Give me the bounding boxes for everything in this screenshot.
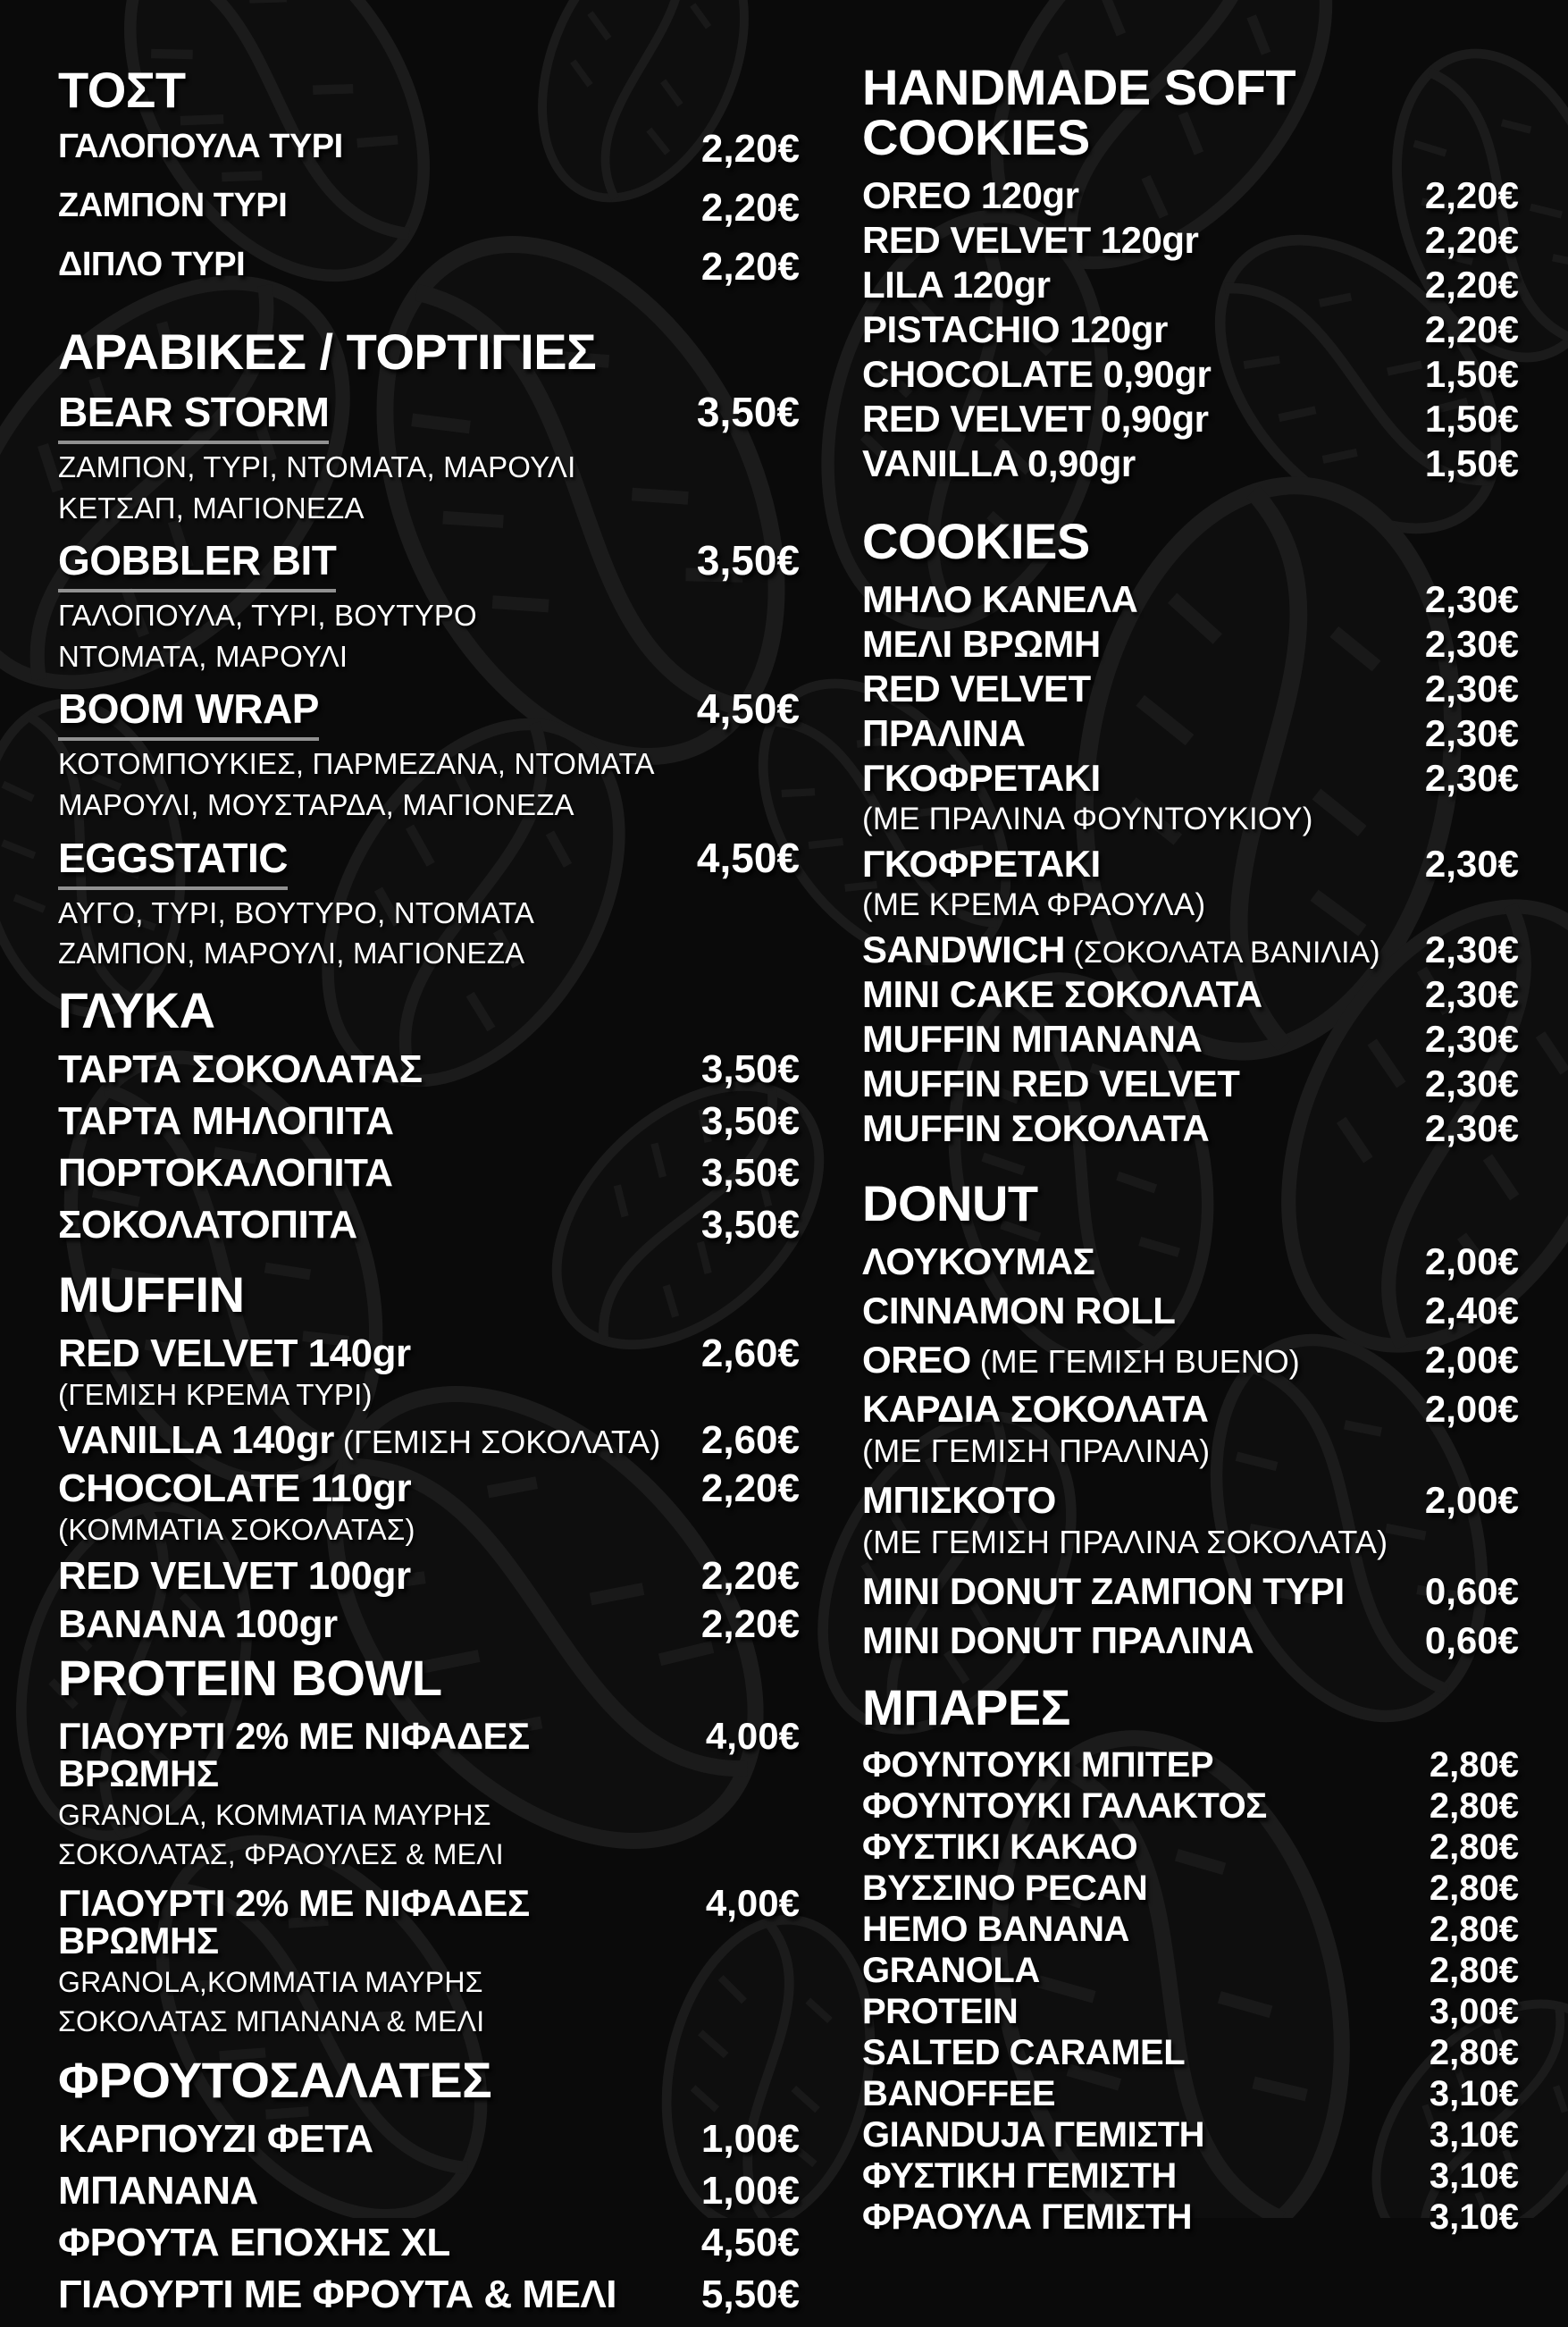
item-name-note: (ΓΕΜΙΣΗ ΣΟΚΟΛΑΤΑ) — [333, 1424, 661, 1461]
menu-section-glyka — [58, 981, 800, 1247]
menu-item — [862, 1786, 1519, 1827]
item-row — [58, 1046, 800, 1091]
item-price: 2,80€ — [1429, 1869, 1519, 1909]
menu-item — [862, 1240, 1519, 1282]
menu-item — [862, 308, 1519, 350]
item-name: RED VELVET 0,90gr — [862, 398, 1209, 440]
menu-item — [58, 1881, 800, 2039]
item-name: ΖΑΜΠΟΝ ΤΥΡΙ — [58, 187, 288, 224]
menu-item — [58, 186, 800, 230]
item-row — [862, 1292, 1519, 1330]
menu-item — [58, 1553, 800, 1598]
item-row — [862, 1479, 1519, 1522]
menu-item — [862, 400, 1519, 438]
item-name: CHOCOLATE 110gr — [58, 1466, 412, 1511]
item-row — [862, 1869, 1519, 1909]
item-row — [58, 2220, 800, 2264]
item-row — [58, 1553, 800, 1598]
item-name: EGGSTATIC — [58, 837, 288, 890]
item-name: ΤΑΡΤΑ ΣΟΚΟΛΑΤΑΣ — [58, 1046, 423, 1091]
item-price: 0,60€ — [1424, 1570, 1519, 1613]
item-row — [58, 245, 800, 289]
item-row — [862, 1390, 1519, 1428]
menu-item — [862, 670, 1519, 708]
item-name-note: (ΣΟΚΟΛΑΤΑ ΒΑΝΙΛΙΑ) — [1064, 936, 1380, 970]
menu-section-froutosalates — [58, 2051, 800, 2316]
menu-item — [58, 1150, 800, 1195]
item-price: 2,00€ — [1424, 1388, 1519, 1430]
item-name: MUFFIN ΜΠΑΝΑΝΑ — [862, 1018, 1203, 1060]
item-price: 3,50€ — [700, 1150, 800, 1195]
item-price: 2,30€ — [1424, 1018, 1519, 1060]
item-price: 1,50€ — [1424, 442, 1519, 484]
item-row — [862, 1992, 1519, 2032]
item-price: 2,30€ — [1424, 928, 1519, 970]
item-row — [862, 757, 1519, 799]
item-row — [58, 2168, 800, 2213]
item-price: 2,20€ — [1424, 174, 1519, 216]
item-description-line: (ΜΕ ΓΕΜΙΣΗ ΠΡΑΛΙΝΑ) — [862, 1432, 1211, 1469]
menu-item — [58, 2116, 800, 2161]
menu-item — [58, 1331, 800, 1413]
item-description-line: (ΓΕΜΙΣΗ ΚΡΕΜΑ ΤΥΡΙ) — [58, 1377, 373, 1411]
item-name: ΠΟΡΤΟΚΑΛΟΠΙΤΑ — [58, 1150, 393, 1195]
menu-section-donut — [862, 1175, 1519, 1662]
menu-item — [862, 845, 1519, 924]
item-name: ΒΥΣΣΙΝΟ PECAN — [862, 1869, 1148, 1909]
item-row — [862, 2197, 1519, 2238]
item-name: ΜΠΑΝΑΝΑ — [58, 2168, 258, 2213]
left-column — [58, 49, 800, 2327]
menu-item — [862, 712, 1519, 754]
item-name: CHOCOLATE 0,90gr — [862, 353, 1212, 395]
item-name: RED VELVET 140gr — [58, 1331, 411, 1375]
item-name-note: (ΜΕ ΓΕΜΙΣΗ BUENO) — [970, 1343, 1300, 1380]
section-title: ΓΛΥΚΑ — [58, 981, 215, 1038]
menu-item — [862, 1065, 1519, 1103]
item-description-line: (ΚΟΜΜΑΤΙΑ ΣΟΚΟΛΑΤΑΣ) — [58, 1513, 415, 1547]
item-description-line: (ΜΕ ΠΡΑΛΙΝΑ ΦΟΥΝΤΟΥΚΙΟΥ) — [862, 802, 1313, 836]
item-row — [58, 1601, 800, 1646]
menu-item — [862, 2035, 1519, 2071]
item-row — [58, 1202, 800, 1247]
item-name: GRANOLA — [862, 1951, 1040, 1991]
item-price: 3,50€ — [696, 389, 800, 435]
section-title: DONUT — [862, 1175, 1038, 1231]
item-price: 3,50€ — [696, 537, 800, 584]
item-name: ΠΡΑΛΙΝΑ — [862, 712, 1026, 754]
item-description-line: GRANOLA, ΚΟΜΜΑΤΙΑ ΜΑΥΡΗΣ — [58, 1798, 491, 1831]
menu-section-muffin — [58, 1265, 800, 1646]
item-description-line: ΜΑΡΟΥΛΙ, ΜΟΥΣΤΑΡΔΑ, ΜΑΓΙΟΝΕΖΑ — [58, 787, 574, 821]
section-title: ΜΠΑΡΕΣ — [862, 1679, 1070, 1736]
item-row — [862, 845, 1519, 883]
item-row — [58, 1418, 800, 1463]
item-row — [862, 266, 1519, 304]
item-price: 1,50€ — [1424, 398, 1519, 440]
item-price: 3,10€ — [1429, 2156, 1519, 2197]
item-row — [58, 186, 800, 230]
menu-item — [862, 1951, 1519, 1991]
item-name: ΚΑΡΠΟΥΖΙ ΦΕΤΑ — [58, 2116, 373, 2161]
item-price: 2,20€ — [700, 245, 800, 289]
menu-section-cookies — [862, 513, 1519, 1149]
item-name: ΚΑΡΔΙΑ ΣΟΚΟΛΑΤΑ — [862, 1388, 1209, 1430]
section-title: ΦΡΟΥΤΟΣΑΛΑΤΕΣ — [58, 2051, 492, 2108]
item-price: 2,30€ — [1424, 843, 1519, 885]
item-price: 1,50€ — [1424, 353, 1519, 395]
menu-item — [58, 245, 800, 289]
item-price: 2,30€ — [1424, 757, 1519, 799]
item-row — [862, 1240, 1519, 1282]
section-title: HANDMADE SOFT COOKIES — [862, 59, 1296, 165]
menu-item — [862, 928, 1519, 970]
menu-item — [862, 757, 1519, 838]
item-price: 2,80€ — [1429, 2033, 1519, 2073]
item-price: 2,20€ — [1424, 219, 1519, 261]
item-name: ΓΙΑΟΥΡΤΙ 2% ΜΕ ΝΙΦΑΔΕΣ ΒΡΩΜΗΣ — [58, 1881, 530, 1962]
menu-item — [58, 2220, 800, 2264]
item-name: GIANDUJA ΓΕΜΙΣΤΗ — [862, 2115, 1205, 2155]
item-name: ΤΑΡΤΑ ΜΗΛΟΠΙΤΑ — [58, 1098, 394, 1143]
item-price: 2,20€ — [700, 186, 800, 230]
item-price: 2,20€ — [700, 1553, 800, 1598]
menu-item — [862, 1018, 1519, 1060]
item-row — [862, 1786, 1519, 1827]
item-row — [862, 1747, 1519, 1783]
item-row — [862, 1951, 1519, 1991]
section-title: ΑΡΑΒΙΚΕΣ / ΤΟΡΤΙΓΙΕΣ — [58, 323, 597, 380]
item-name: ΓΑΛΟΠΟΥΛΑ ΤΥΡΙ — [58, 128, 343, 165]
menu-item — [862, 1827, 1519, 1868]
item-description-line: ΚΕΤΣΑΠ, ΜΑΓΙΟΝΕΖΑ — [58, 491, 365, 525]
item-price: 3,10€ — [1429, 2197, 1519, 2238]
item-row — [862, 1341, 1519, 1379]
item-price: 2,30€ — [1424, 578, 1519, 620]
item-row — [862, 2035, 1519, 2071]
menu-section-protein-bowl — [58, 1649, 800, 2039]
section-title: ΤΟΣΤ — [58, 62, 186, 118]
item-name: BANANA 100gr — [58, 1601, 338, 1646]
item-name: VANILLA 0,90gr — [862, 442, 1136, 484]
item-row — [862, 174, 1519, 216]
menu-item — [862, 266, 1519, 304]
item-name: MINI CAKE ΣΟΚΟΛΑΤΑ — [862, 973, 1262, 1015]
menu-item — [58, 1418, 800, 1463]
item-price: 2,30€ — [1424, 623, 1519, 665]
menu-item — [862, 1570, 1519, 1613]
menu-item — [862, 623, 1519, 665]
item-description-line: (ΜΕ ΓΕΜΙΣΗ ΠΡΑΛΙΝΑ ΣΟΚΟΛΑΤΑ) — [862, 1524, 1388, 1561]
menu-item — [862, 442, 1519, 484]
menu-item — [58, 1046, 800, 1091]
item-description-line: ΣΟΚΟΛΑΤΑΣ, ΦΡΑΟΥΛΕΣ & ΜΕΛΙ — [58, 1838, 504, 1871]
item-price: 2,30€ — [1424, 712, 1519, 754]
item-price: 2,20€ — [1424, 308, 1519, 350]
item-price: 4,50€ — [700, 2220, 800, 2264]
item-name: ΣΟΚΟΛΑΤΟΠΙΤΑ — [58, 1202, 357, 1247]
item-price: 4,50€ — [696, 685, 800, 733]
item-price: 2,20€ — [700, 1466, 800, 1511]
item-row — [862, 353, 1519, 395]
menu-item — [862, 1992, 1519, 2032]
item-name: GOBBLER BIT — [58, 540, 336, 592]
item-name: ΦΡΑΟΥΛΑ ΓΕΜΙΣΤΗ — [862, 2197, 1193, 2238]
item-name: ΜΗΛΟ ΚΑΝΕΛΑ — [862, 578, 1138, 620]
menu-item — [862, 1910, 1519, 1950]
item-price: 3,00€ — [1429, 1992, 1519, 2032]
item-name: MINI DONUT ΠΡΑΛΙΝΑ — [862, 1619, 1254, 1662]
item-row — [58, 1714, 800, 1794]
item-description-line: GRANOLA,ΚΟΜΜΑΤΙΑ ΜΑΥΡΗΣ — [58, 1965, 483, 1998]
menu-item — [862, 578, 1519, 620]
item-price: 2,00€ — [1424, 1339, 1519, 1381]
menu-item — [862, 1619, 1519, 1662]
item-row — [58, 2272, 800, 2316]
item-name: OREO (ΜΕ ΓΕΜΙΣΗ BUENO) — [862, 1339, 1300, 1381]
item-price: 4,50€ — [696, 834, 800, 881]
item-row — [862, 2117, 1519, 2153]
item-name: MUFFIN RED VELVET — [862, 1063, 1240, 1105]
item-name: VANILLA 140gr (ΓΕΜΙΣΗ ΣΟΚΟΛΑΤΑ) — [58, 1418, 661, 1463]
menu-item — [58, 1202, 800, 1247]
item-price: 3,50€ — [700, 1046, 800, 1091]
item-name: ΓΙΑΟΥΡΤΙ ΜΕ ΦΡΟΥΤΑ & ΜΕΛΙ — [58, 2272, 617, 2316]
menu-item — [58, 537, 800, 674]
item-description-line: ΓΑΛΟΠΟΥΛΑ, ΤΥΡΙ, ΒΟΥΤΥΡΟ — [58, 599, 477, 633]
item-name: ΔΙΠΛΟ ΤΥΡΙ — [58, 246, 246, 283]
item-price: 2,60€ — [700, 1418, 800, 1463]
menu-item — [58, 1714, 800, 1872]
menu-item — [58, 1098, 800, 1143]
item-name: CINNAMON ROLL — [862, 1290, 1176, 1332]
item-price: 4,00€ — [705, 1714, 800, 1757]
item-price: 1,00€ — [700, 2168, 800, 2213]
menu-item — [58, 834, 800, 971]
item-row — [58, 1098, 800, 1143]
item-description-line: ΚΟΤΟΜΠΟΥΚΙΕΣ, ΠΑΡΜΕΖΑΝΑ, ΝΤΟΜΑΤΑ — [58, 747, 655, 781]
menu-item — [862, 1390, 1519, 1470]
menu-item — [862, 2076, 1519, 2112]
menu-item — [862, 2197, 1519, 2238]
item-row — [862, 670, 1519, 708]
item-price: 2,80€ — [1429, 1745, 1519, 1785]
item-description-line: ΖΑΜΠΟΝ, ΜΑΡΟΥΛΙ, ΜΑΓΙΟΝΕΖΑ — [58, 937, 525, 970]
item-row — [862, 1570, 1519, 1613]
item-price: 5,50€ — [700, 2272, 800, 2316]
item-description-line: ΝΤΟΜΑΤΑ, ΜΑΡΟΥΛΙ — [58, 639, 348, 673]
item-row — [58, 1331, 800, 1375]
item-row — [58, 1466, 800, 1511]
section-title: PROTEIN BOWL — [58, 1649, 442, 1706]
item-row — [862, 578, 1519, 620]
menu-item — [58, 1601, 800, 1646]
item-price: 0,60€ — [1424, 1619, 1519, 1662]
item-name: ΜΕΛΙ ΒΡΩΜΗ — [862, 623, 1101, 665]
item-name: ΓΚΟΦΡΕΤΑΚΙ — [862, 843, 1101, 885]
menu-item — [862, 174, 1519, 216]
item-price: 2,30€ — [1424, 668, 1519, 710]
item-price: 3,50€ — [700, 1098, 800, 1143]
item-row — [862, 2076, 1519, 2112]
menu-item — [862, 1869, 1519, 1909]
item-price: 2,80€ — [1429, 1910, 1519, 1950]
item-name: ΜΠΙΣΚΟΤΟ — [862, 1479, 1056, 1522]
menu-item — [862, 2156, 1519, 2197]
item-row — [862, 712, 1519, 754]
item-name: BOOM WRAP — [58, 688, 319, 741]
menu-item — [862, 2117, 1519, 2153]
item-name: OREO 120gr — [862, 174, 1079, 216]
menu-item — [862, 1107, 1519, 1149]
item-price: 4,00€ — [705, 1881, 800, 1924]
section-title: MUFFIN — [58, 1265, 245, 1323]
item-price: 3,10€ — [1429, 2074, 1519, 2114]
item-name: HEMO BANANA — [862, 1910, 1129, 1950]
item-price: 2,60€ — [700, 1331, 800, 1375]
item-name: ΓΚΟΦΡΕΤΑΚΙ — [862, 757, 1101, 799]
item-name: ΦΟΥΝΤΟΥΚΙ ΓΑΛΑΚΤΟΣ — [862, 1786, 1267, 1827]
menu-item — [58, 391, 800, 525]
menu-item — [862, 1747, 1519, 1783]
menu-item — [58, 2168, 800, 2213]
item-row — [862, 1827, 1519, 1868]
item-price: 2,40€ — [1424, 1290, 1519, 1332]
menu-item — [862, 353, 1519, 395]
item-price: 2,80€ — [1429, 1786, 1519, 1827]
item-description-line: (ΜΕ ΚΡΕΜΑ ΦΡΑΟΥΛΑ) — [862, 887, 1206, 922]
menu-section-aravikes-tortigies — [58, 323, 800, 971]
item-row — [862, 623, 1519, 665]
item-price: 2,20€ — [700, 1601, 800, 1646]
item-name: LILA 120gr — [862, 264, 1051, 306]
item-row — [862, 1107, 1519, 1149]
item-price: 2,00€ — [1424, 1479, 1519, 1522]
menu-item — [58, 1466, 800, 1548]
item-row — [862, 219, 1519, 261]
menu-item — [58, 127, 800, 171]
item-row — [58, 127, 800, 171]
section-title: COOKIES — [862, 513, 1090, 569]
item-row — [58, 2116, 800, 2161]
item-name: RED VELVET — [862, 668, 1091, 710]
item-price: 2,30€ — [1424, 973, 1519, 1015]
item-price: 2,20€ — [1424, 264, 1519, 306]
item-row — [862, 2156, 1519, 2197]
menu-section-tost — [58, 62, 800, 289]
item-row — [58, 685, 800, 741]
menu-section-handmade-soft-cookies — [862, 59, 1519, 484]
item-row — [58, 1150, 800, 1195]
item-row — [862, 400, 1519, 438]
item-name: RED VELVET 120gr — [862, 219, 1199, 261]
item-name: ΦΟΥΝΤΟΥΚΙ ΜΠΙΤΕΡ — [862, 1745, 1214, 1785]
menu-item — [58, 685, 800, 822]
item-row — [862, 1619, 1519, 1662]
item-row — [862, 308, 1519, 350]
item-price: 3,50€ — [700, 1202, 800, 1247]
item-price: 2,80€ — [1429, 1827, 1519, 1868]
menu-item — [862, 1341, 1519, 1379]
item-row — [862, 1910, 1519, 1950]
item-name: ΦΥΣΤΙΚΗ ΓΕΜΙΣΤΗ — [862, 2156, 1177, 2197]
menu-item — [862, 1292, 1519, 1330]
item-name: ΦΡΟΥΤΑ ΕΠΟΧΗΣ XL — [58, 2220, 450, 2264]
item-name: BEAR STORM — [58, 391, 329, 444]
item-name: ΛΟΥΚΟΥΜΑΣ — [862, 1240, 1095, 1282]
item-price: 2,30€ — [1424, 1063, 1519, 1105]
menu-item — [862, 973, 1519, 1015]
item-name: PISTACHIO 120gr — [862, 308, 1168, 350]
item-name: BANOFFEE — [862, 2074, 1055, 2114]
item-row — [862, 973, 1519, 1015]
item-name: ΦΥΣΤΙΚΙ ΚΑΚΑΟ — [862, 1827, 1138, 1868]
item-description-line: ΑΥΓΟ, ΤΥΡΙ, ΒΟΥΤΥΡΟ, ΝΤΟΜΑΤΑ — [58, 895, 535, 929]
item-row — [862, 1018, 1519, 1060]
item-description-line: ΣΟΚΟΛΑΤΑΣ ΜΠΑΝΑΝΑ & ΜΕΛΙ — [58, 2005, 485, 2038]
item-row — [862, 1065, 1519, 1103]
item-price: 2,00€ — [1424, 1240, 1519, 1282]
item-row — [58, 834, 800, 890]
item-price: 3,10€ — [1429, 2115, 1519, 2155]
item-price: 2,30€ — [1424, 1107, 1519, 1149]
item-row — [58, 391, 800, 444]
menu-section-mpares — [862, 1679, 1519, 2238]
item-description-line: ΖΑΜΠΟΝ, ΤΥΡΙ, ΝΤΟΜΑΤΑ, ΜΑΡΟΥΛΙ — [58, 450, 576, 483]
item-name: SANDWICH (ΣΟΚΟΛΑΤΑ ΒΑΝΙΛΙΑ) — [862, 928, 1380, 970]
item-name: ΓΙΑΟΥΡΤΙ 2% ΜΕ ΝΙΦΑΔΕΣ ΒΡΩΜΗΣ — [58, 1714, 530, 1794]
item-name: SALTED CARAMEL — [862, 2033, 1186, 2073]
item-row — [862, 442, 1519, 484]
menu-item — [862, 219, 1519, 261]
menu-item — [862, 1479, 1519, 1561]
item-price: 1,00€ — [700, 2116, 800, 2161]
item-row — [58, 1881, 800, 1962]
item-name: MUFFIN ΣΟΚΟΛΑΤΑ — [862, 1107, 1210, 1149]
item-price: 2,20€ — [700, 127, 800, 171]
item-price: 2,80€ — [1429, 1951, 1519, 1991]
item-name: MINI DONUT ΖΑΜΠΟΝ ΤΥΡΙ — [862, 1570, 1345, 1613]
item-row — [58, 537, 800, 592]
menu-item — [58, 2272, 800, 2316]
item-name: RED VELVET 100gr — [58, 1553, 411, 1598]
item-row — [862, 928, 1519, 970]
right-column — [862, 49, 1519, 2240]
item-name: PROTEIN — [862, 1992, 1019, 2032]
